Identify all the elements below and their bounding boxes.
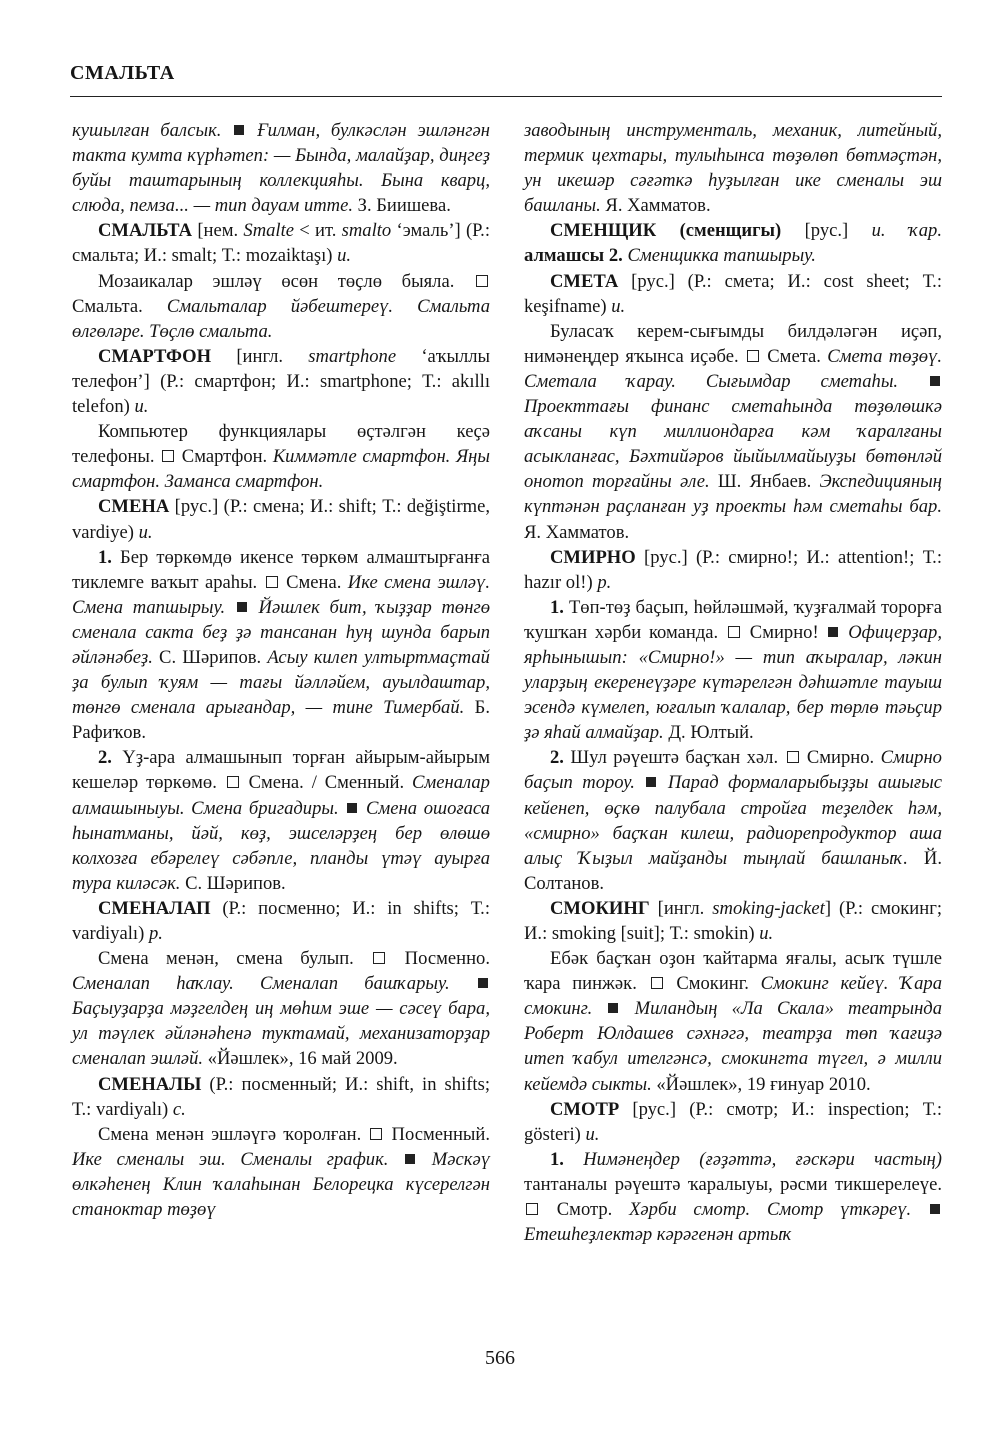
left-column [72,118,490,1222]
headword: СМАЛЬТА [98,220,193,242]
example-marker-icon [828,627,838,637]
equivalent-marker-icon [227,776,239,788]
continued-entry: кушылған балсык. Ғилман, булкәслән эшләнгән такта кумта күрһәтеп: — Бында, малайҙар, диңгеҙ буйы таштарының коллекцияһы. Бына кварц, слюда, пемза... — тип дауам итте. З. Биишева. [72,120,491,217]
headword: СМЕНАЛАП [98,897,211,919]
sense: 2. Үҙ-ара алмашынып торған айырым-айырым кешеләр төркөмө. Смена. / Сменный. Сменалар алмашыныуы. Смена бригадиры. Смена ошоғаса һынатманы, йәй, көҙ, эшселәрҙең бер өлөшө колхозға ебәрелеү сәбәпле, планды үтәү ауырға тура киләсәк. С. Шәрипов. [72,747,490,894]
example-marker-icon [478,978,488,988]
continued-entry: заводының инструменталь, механик, литейный, термик цехтары, тулыһынса төҙөлөп бөтмәҫтән, ун икешәр сәғәткә һуҙылған ике сменалы эш башланы. Я. Хамматов. [524,120,942,217]
entry-smeta: СМЕТА [рус.] (Р.: смета; И.: cost sheet; Т.: keşifname) и. [524,270,942,317]
definition: Компьютер функциялары өҫтәлгән кеҫә телефоны. Смартфон. Киммәтле смартфон. Яңы смартфон. Заманса смартфон. [72,421,490,493]
entry-smenshchik: СМЕНЩИК (сменщигы) [рус.] и. ҡар. алмашсы 2. Сменщикка тапшырыу. [524,220,942,267]
equivalent-marker-icon [370,1128,382,1140]
definition: Смена менән, смена булып. Посменно. Сменалап һаҡлау. Сменалап башҡарыу. Баҫыуҙарҙа мәҙгелдең иң мөһим эше — сәсеү бара, ул тәүлек әйләнәһенә туктамай, механизаторҙар сменалап эшләй. «Йәшлек», 16 май 2009. [72,948,490,1070]
definition: Смена менән эшләүгә ҡоролған. Посменный. Ике сменалы эш. Сменалы график. Мәскәү өлкәһенең Клин ҡалаһынан Белорецка күсерелгән станоктар төҙөү [72,1123,491,1221]
equivalent-marker-icon [162,450,174,462]
definition: Мозаикалар эшләү өсөн төҫлө быяла. Смальта. Смальталар йәбештереү. Смальта өлгөләре. Төҫлө смальта. [72,270,490,342]
sense: 1. Нимәнеңдер (ғәҙәттә, ғәскәри частың) тантаналы рәүештә ҡаралыуы, рәсми тикшерелеүе. Смотр. Хәрби смотр. Смотр үткәреү. Етешһеҙлектәр кәрәгенән артыҡ [524,1148,942,1246]
headword: СМОТР [550,1098,620,1120]
equivalent-marker-icon [728,626,740,638]
sense: 1. Бер төркөмдө икенсе төркөм алмаштырғанға тиклемге ваҡыт араһы. Смена. Ике смена эшләү. Смена тапшырыу. Йәшлек бит, ҡыҙҙар төнгө сменала сакта беҙ ҙә тансанан һуң шунда барып әйләнәбеҙ. С. Шәрипов. Асыу килеп ултыртмаҫтай ҙа булып ҡуям — тағы йәлләйем, ауылдаштар, төнгө сменала арығандар, — тине Тимербай. Б. Рафиҡов. [72,546,490,744]
definition: Буласаҡ керем-сығымды билдәләгән иҫәп, нимәнеңдер яҡынса иҫәбе. Смета. Смета төҙөү. Сметала ҡарау. Сығымдар сметаһы. Проекттағы финанс сметаһында төҙөлөшкә аҡсаны күп миллиондарға кәм ҡаралғаны асыкланғас, Бәхтийәров йыйылмайыуҙы бөтөнләй онотоп торғайны әле. Ш. Янбаев. Экспедицияның күптәнән раҫланған уҙ проекты һәм сметаһы бар. Я. Хамматов. [524,320,943,543]
example-marker-icon [237,602,247,612]
cross-reference: алмашсы 2. [524,245,623,267]
entry-smena: СМЕНА [рус.] (Р.: смена; И.: shift; Т.: değiştirme, vardiye) и. [72,496,490,543]
equivalent-marker-icon [373,952,385,964]
entry-smotr: СМОТР [рус.] (Р.: смотр; И.: inspection; Т.: gösteri) и. [524,1098,942,1145]
headword: СМОКИНГ [550,897,650,919]
page-number: 566 [485,1347,515,1369]
equivalent-marker-icon [787,751,799,763]
example-marker-icon [930,376,940,386]
entry-smartfon: СМАРТФОН [ингл. smartphone ‘аҡыллы телефон’] (Р.: смартфон; И.: smartphone; Т.: akıllı telefon) и. [72,345,490,418]
headword: СМИРНО [550,546,636,568]
example-marker-icon [608,1003,618,1013]
entry-smirno: СМИРНО [рус.] (Р.: смирно!; И.: attention!; Т.: hazır ol!) р. [524,546,942,593]
example-marker-icon [646,777,656,787]
example-marker-icon [930,1204,940,1214]
headword: СМЕНА [98,496,170,518]
header-rule [70,96,942,97]
example-marker-icon [347,803,357,813]
entry-smalta: СМАЛЬТА [нем. Smalte < ит. smalto ‘эмаль’] (Р.: смальта; И.: smalt; Т.: mozaiktaşı) и. [72,220,490,267]
right-column [524,118,942,1247]
entry-smenaly: СМЕНАЛЫ (Р.: посменный; И.: shift, in shifts; Т.: vardiyalı) с. [72,1073,490,1120]
headword: СМЕНЩИК (сменщигы) [550,220,782,242]
entry-smenalap: СМЕНАЛАП (Р.: посменно; И.: in shifts; Т.: vardiyalı) р. [72,897,490,944]
equivalent-marker-icon [651,977,663,989]
example-marker-icon [405,1154,415,1164]
sense: 2. Шул рәүештә баҫҡан хәл. Смирно. Смирно баҫып тороу. Парад формаларыбыҙҙы ашығыс кейенеп, өҫкө палубала стройға теҙелдек һәм, «смирно» баҫҡан килеш, радиорепродуктор аша алыҫ Ҡыҙыл майҙанды тыңлай башланыҡ. Й. Солтанов. [524,747,942,894]
sense: 1. Төп-төҙ баҫып, һөйләшмәй, ҡуҙғалмай торорға ҡушҡан хәрби команда. Смирно! Офицерҙар, ярһынышып: «Смирно!» — тип аҡыралар, ләкин уларҙың екеренеүҙәре күтәрелгән дәһшәтле тауыш эсендә күмелеп, юғалып ҡалалар, бер төрлө тәьҫир ҙә яһай алмайҙар. Д. Юлтый. [524,596,942,744]
definition: Ебәк баҫҡан оҙон ҡайтарма яғалы, асыҡ түшле ҡара пинжәк. Смокинг. Смокинг кейеү. Ҡара смокинг. Миландың «Ла Скала» театрында Роберт Юлдашев сәхнәгә, театрҙа төп ҡағиҙә итеп ҡабул ителгәнсә, смокингта түгел, ә милли кейемдә сыкты. «Йәшлек», 19 ғинуар 2010. [524,948,943,1095]
headword: СМАРТФОН [98,345,212,367]
equivalent-marker-icon [266,576,278,588]
equivalent-marker-icon [526,1203,538,1215]
equivalent-marker-icon [476,275,488,287]
entry-smoking: СМОКИНГ [ингл. smoking-jacket] (Р.: смокинг; И.: smoking [suit]; Т.: smokin) и. [524,897,942,944]
headword: СМЕНАЛЫ [98,1073,202,1095]
headword: СМЕТА [550,270,619,292]
example-marker-icon [234,125,244,135]
equivalent-marker-icon [747,350,759,362]
running-head: СМАЛЬТА [70,62,175,84]
